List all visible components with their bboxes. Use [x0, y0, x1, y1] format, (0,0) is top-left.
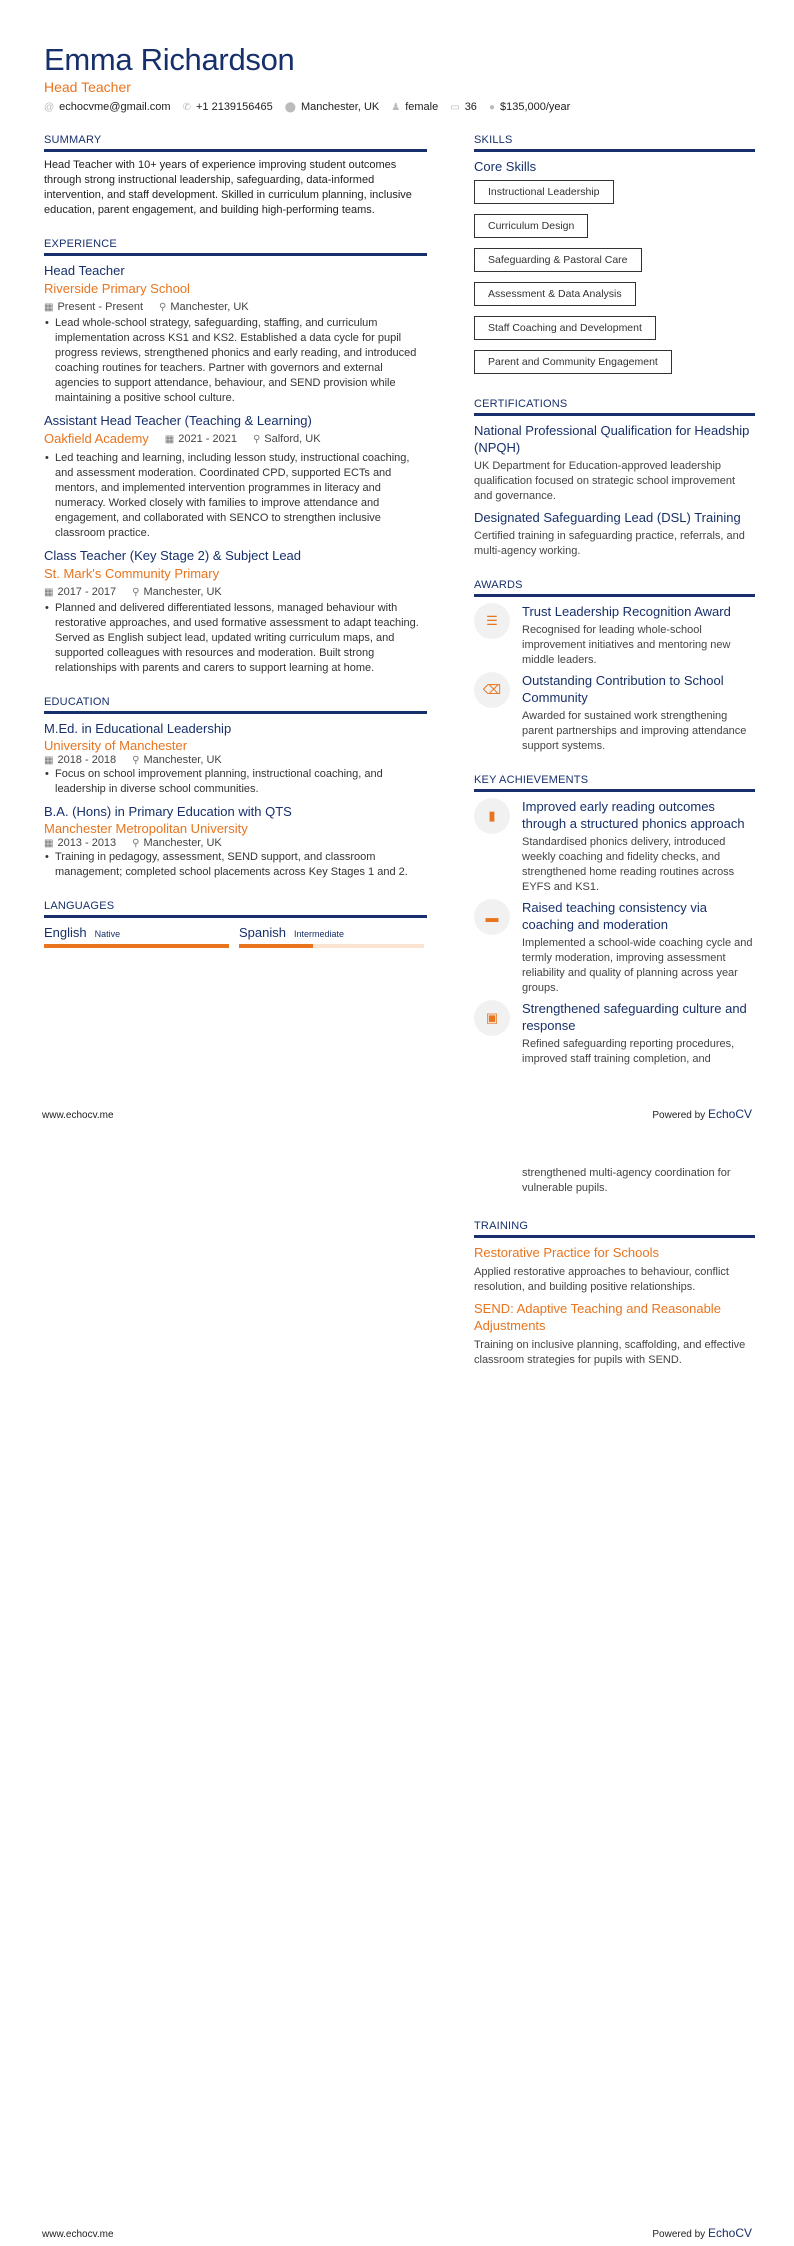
- location-icon: ⚲: [132, 838, 140, 849]
- education-entry: [44, 720, 427, 797]
- award-desc: Recognised for leading whole-school improvement initiatives and mentoring new middle leaders.: [522, 624, 731, 666]
- skills-section: [474, 134, 755, 384]
- job-title: Head Teacher: [44, 263, 125, 278]
- edu-location: [132, 754, 222, 766]
- job-entry: [44, 547, 427, 676]
- section-heading: SKILLS: [474, 134, 755, 152]
- dates-text: 2017 - 2017: [57, 586, 117, 598]
- job-title: Head Teacher: [44, 79, 131, 95]
- edu-bullet: • Training in pedagogy, assessment, SEND support, and classroom management; completed school placements across Key Stages 1 and 2.: [44, 850, 427, 880]
- location-text: Manchester, UK: [300, 101, 380, 113]
- contact-bar: [44, 101, 570, 113]
- training-desc: Applied restorative approaches to behaviour, conflict resolution, and building positive relationships.: [474, 1266, 729, 1293]
- tag-icon: ⌫: [474, 672, 510, 708]
- powered-text: Powered by: [652, 1110, 706, 1121]
- clipboard-icon: ▮: [474, 798, 510, 834]
- company: St. Mark's Community Primary: [44, 566, 220, 581]
- award-title: Trust Leadership Recognition Award: [522, 604, 731, 619]
- proficiency-bar: [239, 944, 424, 948]
- achievement-item: [474, 798, 755, 895]
- edu-dates: [44, 837, 116, 849]
- page-footer: [42, 1107, 752, 1121]
- calendar-icon: ▦: [164, 434, 175, 445]
- skills-group-title: Core Skills: [474, 159, 537, 174]
- education-entry: [44, 803, 427, 880]
- job-bullet: • Led teaching and learning, including lesson study, instructional coaching, and assessment moderation. Coordinated CPD, supported ECTs and mentors, and implemented intervention programmes in literacy and numeracy. Worked closely with families to improve attendance and engagement, and collaborated with SENCO to strengthen inclusive classroom practice.: [44, 451, 427, 541]
- training-title: SEND: Adaptive Teaching and Reasonable Adjustments: [474, 1301, 721, 1333]
- gender-text: female: [405, 101, 439, 113]
- left-column: [44, 134, 427, 968]
- contact-salary: [489, 101, 570, 113]
- award-item: [474, 672, 755, 754]
- job-location: [159, 301, 249, 313]
- contact-gender: [391, 101, 438, 113]
- phone-icon: ✆: [182, 101, 191, 113]
- certifications-section: [474, 398, 755, 559]
- school: University of Manchester: [44, 738, 188, 753]
- bookmark-icon: ▣: [474, 1000, 510, 1036]
- achievement-desc: Refined safeguarding reporting procedures, improved staff training completion, and: [522, 1038, 735, 1065]
- at-icon: @: [44, 101, 55, 113]
- section-heading: EDUCATION: [44, 696, 427, 714]
- cert-desc: UK Department for Education-approved leadership qualification focused on strategic school improvement and governance.: [474, 460, 736, 502]
- edu-bullet: • Focus on school improvement planning, instructional coaching, and leadership in diverse school communities.: [44, 767, 427, 797]
- experience-section: [44, 238, 427, 676]
- dates-text: 2018 - 2018: [57, 754, 117, 766]
- achievement-item: [474, 899, 755, 996]
- language-level: Intermediate: [293, 929, 345, 939]
- person-icon: ♟: [391, 101, 401, 113]
- achievement-title: Improved early reading outcomes through a structured phonics approach: [522, 799, 745, 831]
- powered-by[interactable]: [652, 1107, 752, 1121]
- language-item: [44, 924, 229, 948]
- skill-tag: Staff Coaching and Development: [474, 316, 656, 340]
- training-desc: Training on inclusive planning, scaffolding, and effective classroom strategies for pupils with SEND.: [474, 1339, 746, 1366]
- proficiency-fill: [239, 944, 313, 948]
- section-heading: CERTIFICATIONS: [474, 398, 755, 416]
- summary-section: [44, 134, 427, 218]
- contact-phone[interactable]: [183, 101, 273, 113]
- skill-tag: Parent and Community Engagement: [474, 350, 672, 374]
- section-heading: KEY ACHIEVEMENTS: [474, 774, 755, 792]
- school: Manchester Metropolitan University: [44, 821, 248, 836]
- dollar-icon: ●: [488, 101, 495, 113]
- brand-logo: EchoCV: [707, 2226, 752, 2240]
- education-section: [44, 696, 427, 880]
- location-text: Manchester, UK: [143, 586, 222, 598]
- job-location: [253, 433, 321, 445]
- page-footer: [42, 2226, 752, 2240]
- skill-tag: Instructional Leadership: [474, 180, 614, 204]
- training-title: Restorative Practice for Schools: [474, 1245, 659, 1260]
- awards-section: [474, 579, 755, 754]
- section-heading: TRAINING: [474, 1220, 755, 1238]
- achievement-desc: Standardised phonics delivery, introduced weekly coaching and fidelity checks, and strengthened home reading routines across EYFS and KS1.: [522, 836, 735, 893]
- edu-location: [132, 837, 222, 849]
- badge-icon: ▬: [474, 899, 510, 935]
- job-entry: [44, 412, 427, 541]
- calendar-icon: ▭: [450, 101, 460, 113]
- location-text: Salford, UK: [264, 433, 321, 445]
- job-dates: [44, 586, 116, 598]
- award-title: Outstanding Contribution to School Community: [522, 673, 724, 705]
- achievement-item: [474, 1000, 755, 1067]
- age-text: 36: [464, 101, 477, 113]
- job-dates: [44, 301, 143, 313]
- calendar-icon: ▦: [44, 755, 54, 766]
- dates-text: 2021 - 2021: [178, 433, 237, 445]
- calendar-icon: ▦: [44, 838, 54, 849]
- location-icon: ⚲: [252, 434, 261, 445]
- section-heading: LANGUAGES: [44, 900, 427, 918]
- achievement-title: Strengthened safeguarding culture and response: [522, 1001, 747, 1033]
- language-name: Spanish: [239, 925, 286, 940]
- skill-tag: Curriculum Design: [474, 214, 588, 238]
- degree: M.Ed. in Educational Leadership: [44, 721, 232, 736]
- job-title: Class Teacher (Key Stage 2) & Subject Lead: [44, 548, 302, 563]
- award-item: [474, 603, 755, 668]
- contact-age: [450, 101, 477, 113]
- dates-text: Present - Present: [57, 301, 144, 313]
- section-heading: AWARDS: [474, 579, 755, 597]
- calendar-icon: ▦: [44, 302, 54, 313]
- language-level: Native: [94, 929, 121, 939]
- achievement-desc-continued: strengthened multi-agency coordination for vulnerable pupils.: [522, 1167, 731, 1194]
- cert-title: Designated Safeguarding Lead (DSL) Training: [474, 510, 741, 525]
- job-dates: [165, 433, 237, 445]
- location-text: Manchester, UK: [143, 837, 222, 849]
- calendar-icon: ▦: [44, 587, 54, 598]
- skill-tag: Assessment & Data Analysis: [474, 282, 636, 306]
- language-item: [239, 924, 424, 948]
- company: Oakfield Academy: [44, 431, 149, 446]
- job-bullet: • Lead whole-school strategy, safeguarding, staffing, and curriculum implementation across KS1 and KS2. Established a data cycle for pupil progress reviews, strengthened phonics and early reading, and introduced coaching routines for teachers. Partner with governors and external agencies to support attendance, behaviour, and SEND provision while maintaining a positive school culture.: [44, 316, 427, 406]
- achievements-section: [474, 774, 755, 1067]
- candidate-name: Emma Richardson: [44, 42, 295, 77]
- powered-by[interactable]: [652, 2226, 752, 2240]
- job-entry: [44, 262, 427, 406]
- job-title: Assistant Head Teacher (Teaching & Learning): [44, 413, 312, 428]
- job-location: [132, 586, 222, 598]
- proficiency-bar: [44, 944, 229, 948]
- dates-text: 2013 - 2013: [57, 837, 117, 849]
- salary-text: $135,000/year: [499, 101, 571, 113]
- language-name: English: [44, 925, 87, 940]
- email-text: echocvme@gmail.com: [59, 101, 171, 113]
- contact-location: [285, 101, 379, 113]
- cert-desc: Certified training in safeguarding practice, referrals, and multi-agency working.: [474, 530, 745, 557]
- training-section: [474, 1220, 755, 1368]
- location-text: Manchester, UK: [143, 754, 222, 766]
- right-column-page2: [474, 1166, 755, 1388]
- right-column: [474, 134, 755, 1087]
- location-text: Manchester, UK: [170, 301, 249, 313]
- contact-email[interactable]: [44, 101, 171, 113]
- location-icon: ⚲: [132, 587, 140, 598]
- skill-tag: Safeguarding & Pastoral Care: [474, 248, 642, 272]
- cert-title: National Professional Qualification for Headship (NPQH): [474, 423, 750, 455]
- achievement-title: Raised teaching consistency via coaching and moderation: [522, 900, 707, 932]
- job-bullet: • Planned and delivered differentiated lessons, managed behaviour with restorative approaches, and used formative assessment to adapt teaching. Served as English subject lead, updated writing curriculum maps, and supported colleagues with resources and moderation. Built strong relationships with parents and carers to support learning at home.: [44, 601, 427, 676]
- proficiency-fill: [44, 944, 229, 948]
- footer-site-link[interactable]: www.echocv.me: [42, 2229, 114, 2240]
- languages-section: [44, 900, 427, 948]
- list-icon: ☰: [474, 603, 510, 639]
- section-heading: SUMMARY: [44, 134, 427, 152]
- edu-dates: [44, 754, 116, 766]
- award-desc: Awarded for sustained work strengthening parent partnerships and improving attendance support systems.: [522, 710, 747, 752]
- location-icon: ⬤: [284, 101, 296, 113]
- brand-logo: EchoCV: [707, 1107, 752, 1121]
- section-heading: EXPERIENCE: [44, 238, 427, 256]
- footer-site-link[interactable]: www.echocv.me: [42, 1110, 114, 1121]
- powered-text: Powered by: [652, 2229, 706, 2240]
- company: Riverside Primary School: [44, 281, 190, 296]
- location-icon: ⚲: [132, 755, 140, 766]
- location-icon: ⚲: [159, 302, 167, 313]
- degree: B.A. (Hons) in Primary Education with QTS: [44, 804, 292, 819]
- phone-text: +1 2139156465: [195, 101, 273, 113]
- achievement-desc: Implemented a school-wide coaching cycle and termly moderation, improving assessment reliability and quality of planning across year groups.: [522, 937, 753, 994]
- summary-text: Head Teacher with 10+ years of experience improving student outcomes through strong instructional leadership, safeguarding, data-informed intervention, and staff development. Skilled in curriculum planning, inclusive education, parent engagement, and building high-performing teams.: [44, 159, 412, 216]
